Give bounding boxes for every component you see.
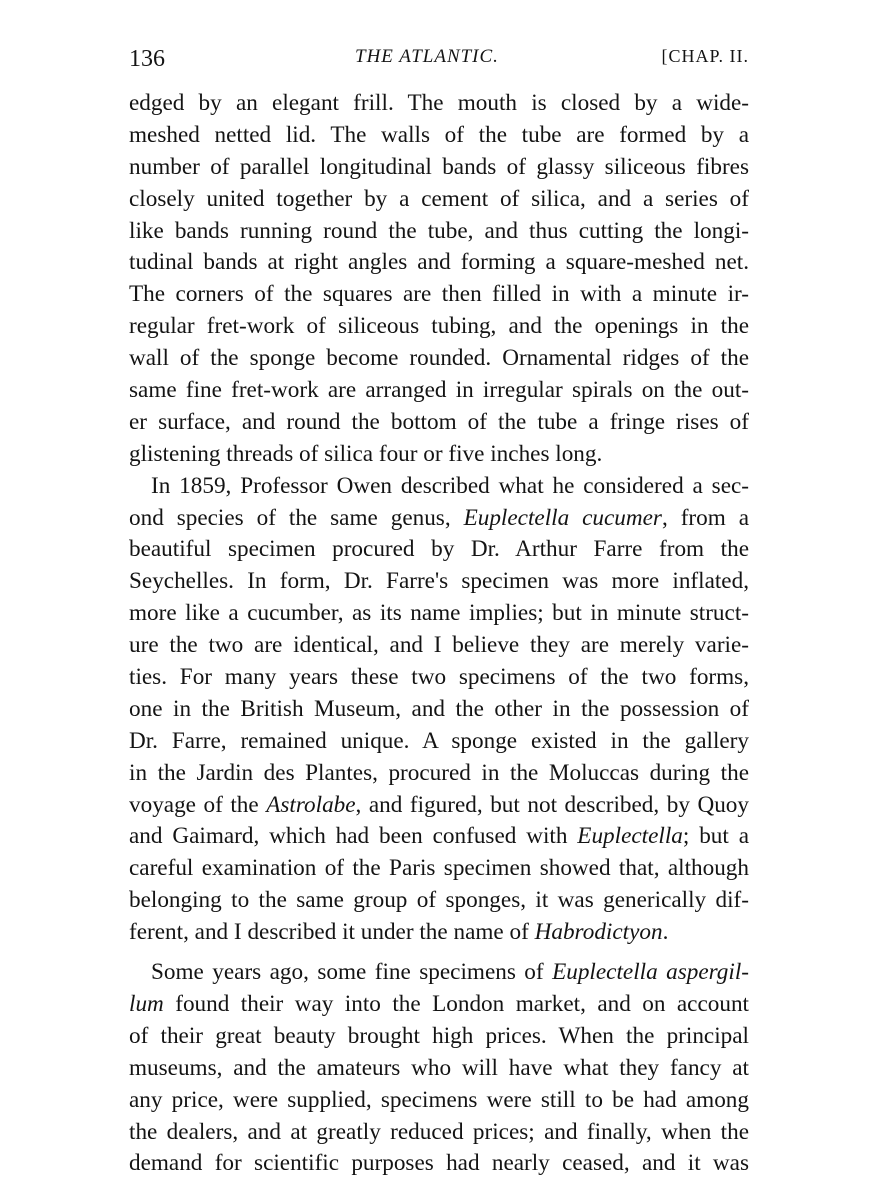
text-line	[129, 503, 749, 535]
text-line: er surface, and round the bottom of the tube a fringe rises of	[129, 408, 749, 435]
text-line: beautiful specimen procured by Dr. Arthur Farre from the	[129, 536, 749, 563]
text-line: more like a cucumber, as its name implies; but in minute struct-	[129, 600, 749, 627]
text-run: .	[662, 919, 669, 946]
text-line: ure the two are identical, and I believe they are merely varie-	[129, 632, 749, 659]
genus-name: Euplectella	[577, 823, 683, 850]
species-name: Euplectella cucumer	[463, 504, 662, 531]
paragraph-3	[129, 957, 749, 1180]
text-line: Dr. Farre, remained unique. A sponge existed in the gallery	[129, 727, 749, 754]
text-run: found their way into the London market, and on account	[163, 990, 749, 1017]
text-line: closely united together by a cement of silica, and a series of	[129, 185, 749, 212]
text-run: and Gaimard, which had been confused with	[129, 823, 578, 850]
text-line: of their great beauty brought high prices. When the principal	[129, 1022, 749, 1049]
page-number: 136	[129, 46, 165, 72]
paragraph-spacer	[129, 949, 749, 957]
text-line: meshed netted lid. The walls of the tube are formed by a	[129, 121, 749, 148]
text-run: ; but a	[682, 823, 749, 850]
text-line: regular fret-work of siliceous tubing, and the openings in the	[129, 313, 749, 340]
text-line: number of parallel longitudinal bands of glassy siliceous fibres	[129, 153, 749, 180]
text-line: tudinal bands at right angles and forming a square-meshed net.	[129, 249, 749, 276]
text-line: like bands running round the tube, and thus cutting the longi-	[129, 217, 749, 244]
text-line: ties. For many years these two specimens of the two forms,	[129, 664, 749, 691]
text-line: edged by an elegant frill. The mouth is closed by a wide-	[129, 90, 749, 116]
text-line: wall of the sponge become rounded. Ornamental ridges of the	[129, 345, 749, 372]
running-head	[129, 46, 749, 80]
text-line	[129, 821, 749, 853]
text-line	[129, 989, 749, 1021]
text-line: glistening threads of silica four or five inches long.	[129, 440, 603, 467]
genus-name: Habrodictyon	[534, 919, 663, 946]
text-run: , from a	[661, 504, 750, 531]
text-line: belonging to the same group of sponges, it was generically dif-	[129, 887, 749, 914]
species-name: lum	[129, 990, 164, 1017]
text-line	[129, 957, 749, 989]
text-line	[129, 790, 749, 822]
text-line: same fine fret-work are arranged in irregular spirals on the out-	[129, 377, 749, 404]
text-line: The corners of the squares are then filled in with a minute ir-	[129, 281, 749, 308]
text-line: museums, and the amateurs who will have what they fancy at	[129, 1054, 749, 1081]
body-text	[129, 88, 749, 1180]
paragraph-2	[129, 471, 749, 949]
text-run: ferent, and I described it under the name of	[129, 919, 535, 946]
text-run: voyage of the	[129, 791, 267, 818]
text-line	[129, 917, 749, 949]
ship-name: Astrolabe	[266, 791, 356, 818]
text-line: demand for scientific purposes had nearly ceased, and it was	[129, 1150, 749, 1177]
text-run: ond species of the same genus,	[129, 504, 464, 531]
chapter-reference: [CHAP. II.	[661, 46, 749, 66]
text-run: , and figured, but not described, by Quoy	[355, 791, 749, 818]
text-line: careful examination of the Paris specimen showed that, although	[129, 855, 749, 882]
text-line: the dealers, and at greatly reduced prices; and finally, when the	[129, 1118, 749, 1145]
text-run: Some years ago, some fine specimens of	[151, 959, 553, 986]
text-line: Seychelles. In form, Dr. Farre's specimen was more inflated,	[129, 568, 749, 595]
text-line: In 1859, Professor Owen described what he considered a sec-	[151, 472, 749, 499]
text-line: one in the British Museum, and the other in the possession of	[129, 695, 749, 722]
text-line: any price, were supplied, specimens were still to be had among	[129, 1086, 749, 1113]
text-line: in the Jardin des Plantes, procured in the Moluccas during the	[129, 759, 749, 786]
species-name: Euplectella aspergil-	[552, 959, 749, 986]
running-title: THE ATLANTIC.	[355, 46, 499, 67]
paragraph-1	[129, 88, 749, 471]
